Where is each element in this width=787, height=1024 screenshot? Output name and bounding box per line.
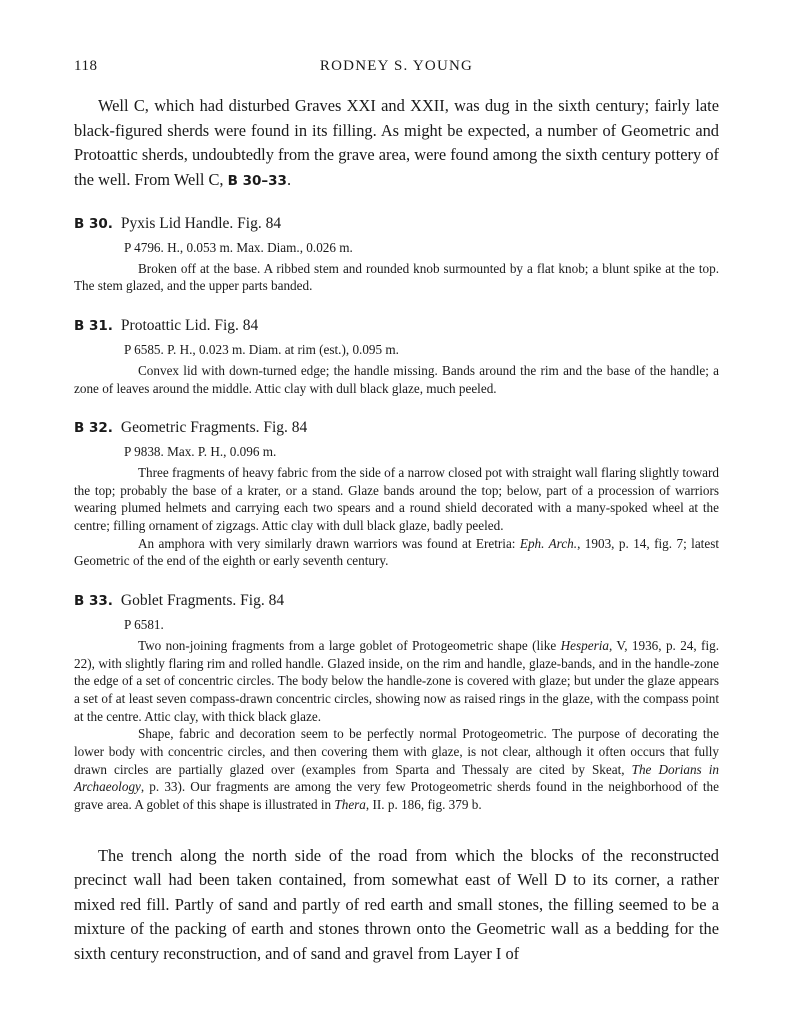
entry-number: B 30. — [74, 216, 113, 232]
entry-measurements: P 6581. — [124, 617, 164, 633]
entry-comparanda — [74, 535, 719, 570]
entry-heading — [74, 213, 719, 235]
catalog-entry-b32 — [74, 417, 719, 570]
comparanda-text-end: , 1903, p. 14, fig. 7; latest Geometric of the end of the eighth or early seventh century. — [74, 535, 719, 569]
running-header — [74, 58, 719, 82]
entry-description: Three fragments of heavy fabric from the side of a narrow closed pot with straight wall flaring slightly toward the top; probably the base of a krater, or a stand. Glaze bands around the top; below, part of a procession of warriors wearing plumed helmets and carrying each two spears and a round shield decorated with a many-spoked wheel at the centre; filling ornament of zigzags. Attic clay with dull black glaze, badly peeled. — [74, 464, 719, 534]
intro-catalog-ref: B 30–33 — [227, 172, 287, 189]
entry-discussion — [74, 725, 719, 814]
journal-title: Eph. Arch. — [519, 535, 578, 551]
entry-number: B 33. — [74, 593, 113, 610]
book-title-thera: Thera — [334, 797, 366, 813]
entry-description: Convex lid with down-turned edge; the handle missing. Bands around the rim and the base of the handle; a zone of leaves around the middle. Attic clay with dull black glaze, much peeled. — [74, 362, 719, 396]
entry-measurements: P 6585. P. H., 0.023 m. Diam. at rim (est.), 0.095 m. — [124, 342, 399, 358]
page-number: 118 — [74, 58, 98, 74]
entry-description: Broken off at the base. A ribbed stem and rounded knob surmounted by a flat knob; a blunt spike at the top. The stem glazed, and the upper parts banded. — [74, 260, 719, 294]
entry-heading — [74, 315, 719, 337]
entry-title: Protoattic Lid. Fig. 84 — [120, 317, 259, 335]
entry-measurements: P 4796. H., 0.053 m. Max. Diam., 0.026 m. — [124, 240, 353, 255]
book-title: The Dorians in Archaeology — [74, 761, 719, 795]
discussion-text: Shape, fabric and decoration seem to be perfectly normal Protogeometric. The purpose of decorating the lower body with concentric circles, and then covering them with glaze, is not clear, although it often occurs that fully drawn circles are partially glazed over (examples from Sparta and Thessaly are cited by Skeat, — [74, 726, 719, 777]
comparanda-text: An amphora with very similarly drawn warriors was found at Eretria: — [138, 535, 520, 551]
page — [74, 58, 719, 966]
entry-number: B 31. — [74, 318, 113, 335]
entry-heading — [74, 590, 719, 612]
entry-description — [74, 637, 719, 726]
closing-paragraph: The trench along the north side of the road from which the blocks of the reconstructed precinct wall had been taken contained, from somewhat east of Well D to its corner, a rather mixed red fill. Partly of sand and partly of red earth and small stones, the filling seemed to be a mixture of the packing of earth and stones thrown onto the Geometric wall as a bedding for the sixth century reconstruction, and of sand and gravel from Layer I of — [74, 845, 719, 963]
entry-title: Geometric Fragments. Fig. 84 — [120, 419, 308, 437]
entry-title: Pyxis Lid Handle. Fig. 84 — [120, 215, 282, 232]
entry-title: Goblet Fragments. Fig. 84 — [120, 592, 285, 610]
description-text-end: , V, 1936, p. 24, fig. 22), with slightly flaring rim and rolled handle. Glazed inside, on the rim and handle, glaze-bands, and in the handle-zone the edge of a set of concentric circles. The body below the handle-zone is covered with glaze; but under the glaze appears a set of at least seven compass-drawn concentric circles, showing now as raised rings in the glaze, with the compass point at the centre. Attic clay, with thick black glaze. — [74, 637, 719, 724]
entry-number: B 32. — [74, 420, 113, 437]
discussion-text-middle: , p. 33). Our fragments are among the very few Protogeometric sherds found in the neighborhood of the grave area. A goblet of this shape is illustrated in — [74, 779, 719, 813]
intro-text-end: . — [286, 169, 292, 189]
intro-paragraph — [74, 94, 719, 193]
journal-title: Hesperia — [560, 637, 609, 653]
catalog-entry-b33 — [74, 590, 719, 814]
discussion-text-end: , II. p. 186, fig. 379 b. — [365, 797, 482, 813]
intro-text: Well C, which had disturbed Graves XXI and XXII, was dug in the sixth century; fairly late black-figured sherds were found in its filling. As might be expected, a number of Geometric and Protoattic sherds, undoubtedly from the grave area, were found among the sixth century pottery of the well. From Well C, — [74, 96, 719, 189]
running-title: RODNEY S. YOUNG — [319, 58, 474, 74]
entry-measurements: P 9838. Max. P. H., 0.096 m. — [124, 444, 277, 460]
entry-heading — [74, 417, 719, 439]
catalog-entry-b30 — [74, 213, 719, 295]
description-text: Two non-joining fragments from a large goblet of Protogeometric shape (like — [138, 637, 561, 653]
catalog-entry-b31 — [74, 315, 719, 397]
